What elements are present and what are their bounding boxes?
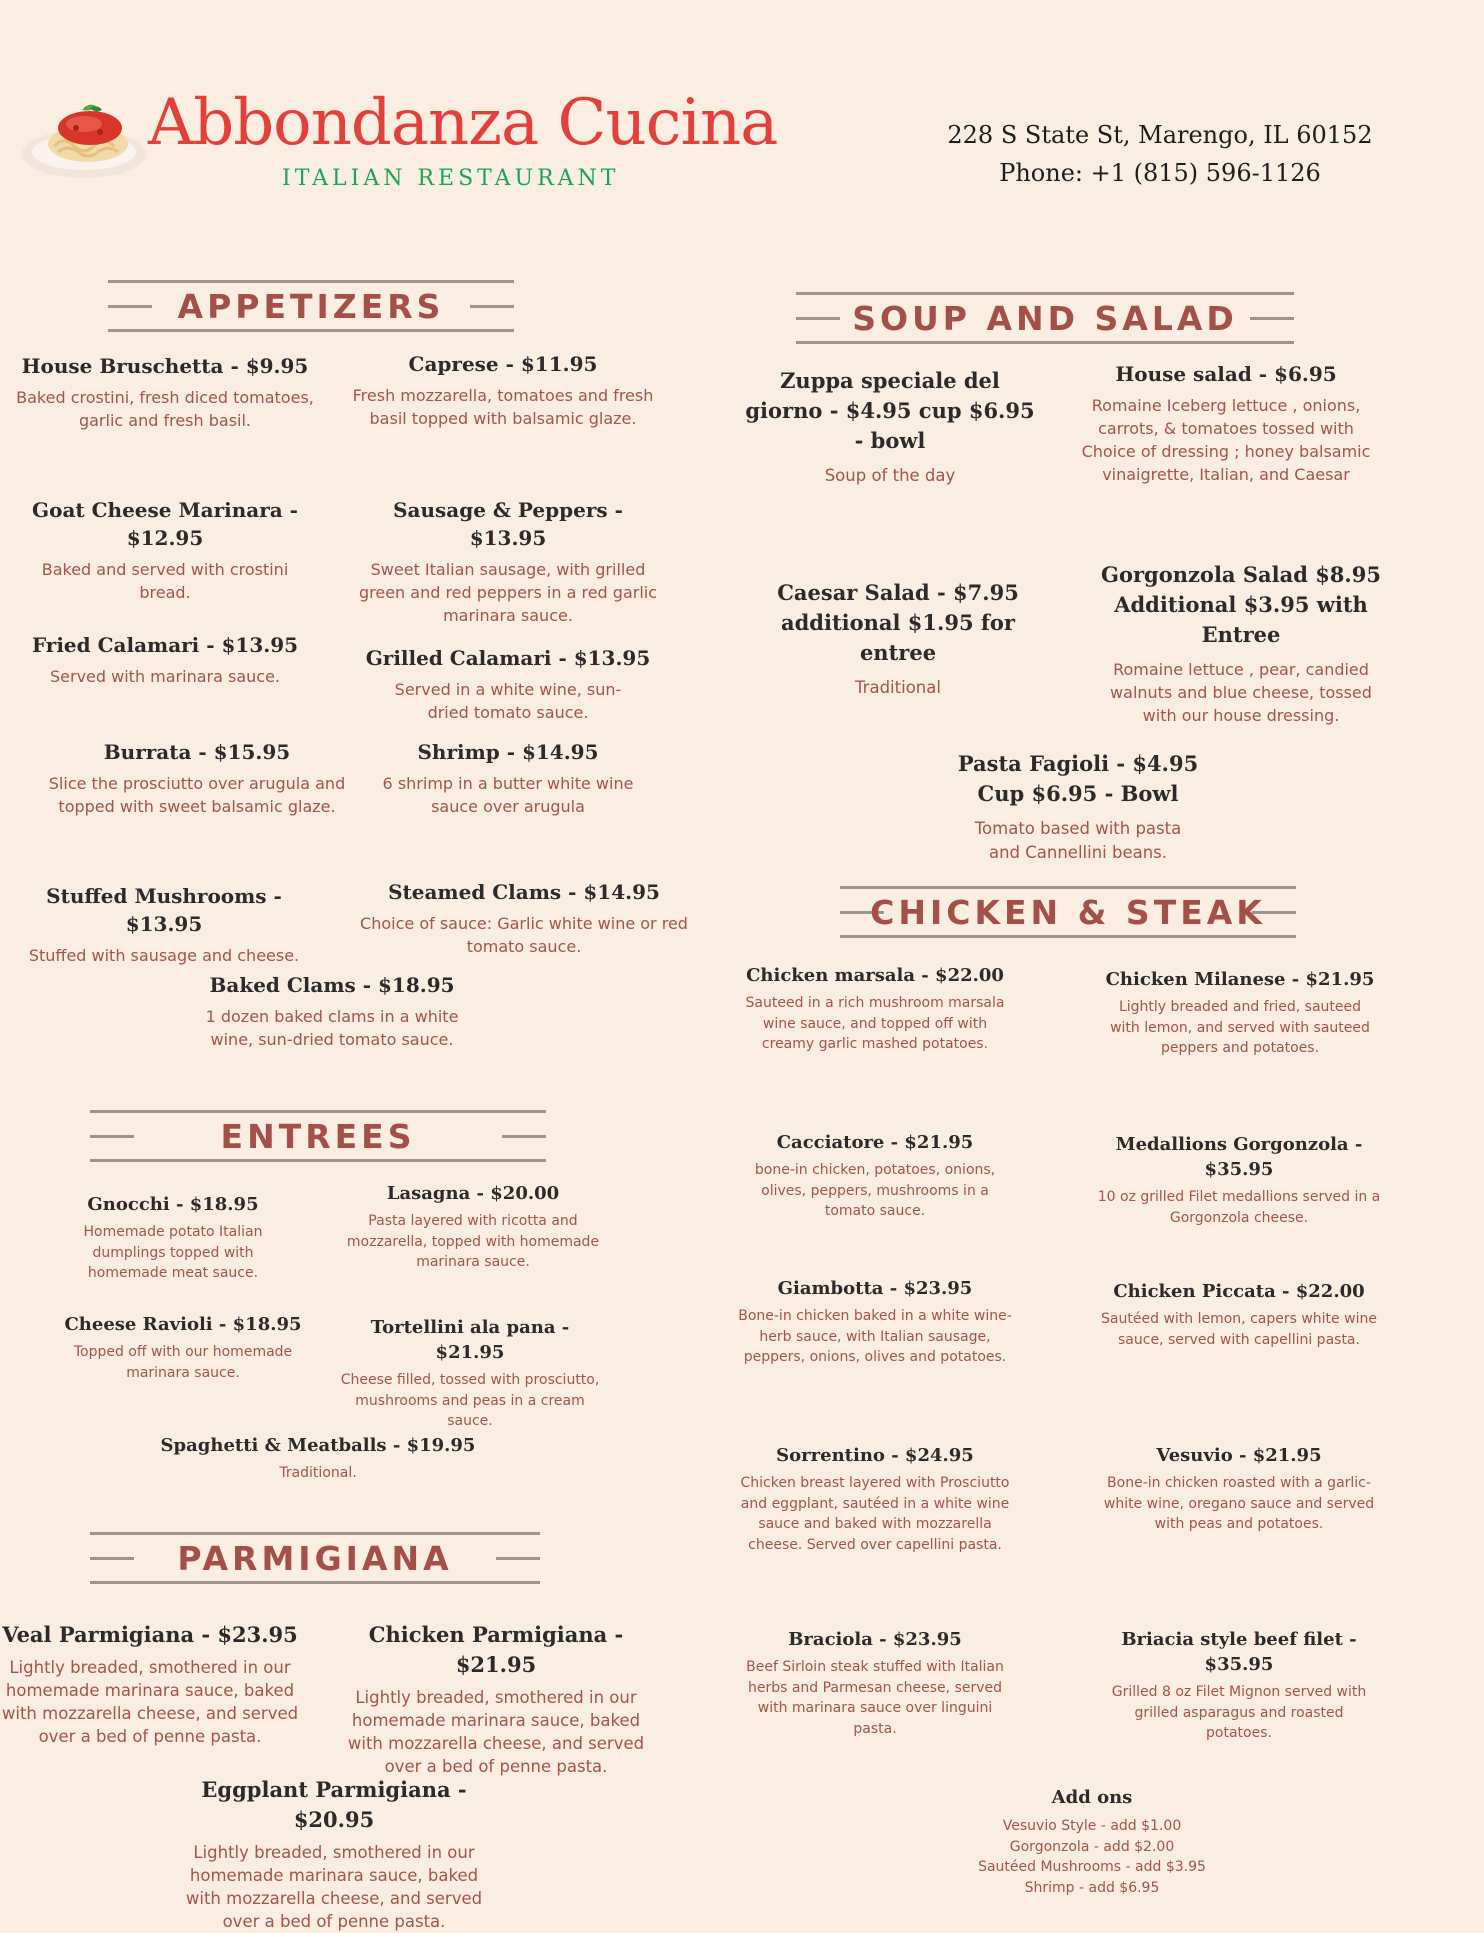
item-name: Chicken Piccata - $22.00 (1113, 1281, 1365, 1302)
menu-item (734, 1627, 1016, 1739)
menu-item (1094, 1279, 1384, 1350)
item-description: Baked crostini, fresh diced tomatoes, garlic and fresh basil. (16, 388, 314, 430)
addons-list (942, 1816, 1242, 1898)
item-name: Vesuvio - $21.95 (1156, 1445, 1322, 1466)
restaurant-name: Abbondanza Cucina (148, 86, 778, 160)
item-name: Gorgonzola Salad $8.95 Additional $3.95 with Entree (1101, 562, 1381, 647)
menu-item (0, 496, 330, 604)
menu-item (150, 1433, 486, 1484)
item-description: Traditional (855, 678, 941, 697)
item-description: Grilled 8 oz Filet Mignon served with grilled asparagus and roasted potatoes. (1111, 1684, 1367, 1741)
item-name: House salad - $6.95 (1115, 362, 1337, 386)
menu-item (736, 963, 1014, 1055)
item-description: Romaine Iceberg lettuce , onions, carrots, & tomatoes tossed with Choice of dressing ; honey balsamic vinaigrette, Italian, and Caesar (1081, 396, 1371, 484)
phone: Phone: +1 (815) 596-1126 (999, 159, 1321, 187)
chicken-steak-title: CHICKEN & STEAK (870, 893, 1266, 932)
item-name: Steamed Clams - $14.95 (388, 880, 660, 904)
item-description: Topped off with our homemade marinara sauce. (73, 1344, 293, 1381)
menu-item (734, 1276, 1016, 1368)
item-name: Gnocchi - $18.95 (87, 1194, 259, 1215)
item-name: Sausage & Peppers - $13.95 (393, 498, 623, 550)
parmigiana-heading (90, 1532, 540, 1584)
item-name: Eggplant Parmigiana - $20.95 (201, 1777, 467, 1832)
item-description: Tomato based with pasta and Cannellini beans. (974, 819, 1182, 862)
address: 228 S State St, Marengo, IL 60152 (947, 121, 1373, 149)
item-name: Chicken Milanese - $21.95 (1105, 969, 1375, 990)
menu-item (360, 878, 688, 958)
item-description: Lightly breaded and fried, sauteed with lemon, and served with sauteed peppers and potatoes. (1110, 999, 1370, 1056)
item-description: Romaine lettuce , pear, candied walnuts and blue cheese, tossed with our house dressing. (1110, 660, 1372, 725)
item-description: Fresh mozzarella, tomatoes and fresh basil topped with balsamic glaze. (352, 386, 654, 428)
item-description: Lightly breaded, smothered in our homemade marinara sauce, baked with mozzarella cheese, and served over a bed of penne pasta. (1, 1658, 299, 1746)
item-description: bone-in chicken, potatoes, onions, olives, peppers, mushrooms in a tomato sauce. (754, 1162, 996, 1219)
restaurant-tagline: ITALIAN RESTAURANT (282, 166, 620, 191)
entrees-heading (90, 1110, 546, 1162)
addon-item: Gorgonzola - add $2.00 (1009, 1838, 1175, 1855)
addon-item: Shrimp - add $6.95 (1024, 1879, 1160, 1896)
item-description: Lightly breaded, smothered in our homemade marinara sauce, baked with mozzarella cheese, and served over a bed of penne pasta. (347, 1688, 645, 1776)
item-name: Baked Clams - $18.95 (209, 973, 455, 997)
logo (14, 88, 154, 188)
spaghetti-plate-icon (14, 88, 154, 188)
item-name: Caprese - $11.95 (408, 352, 598, 376)
item-name: Chicken Parmigiana - $21.95 (368, 1622, 624, 1677)
item-description: Choice of sauce: Garlic white wine or red tomato sauce. (360, 914, 688, 956)
parmigiana-title: PARMIGIANA (177, 1539, 453, 1578)
menu-item (1086, 1627, 1392, 1744)
item-name: Fried Calamari - $13.95 (31, 633, 299, 657)
appetizers-title: APPETIZERS (177, 287, 445, 326)
item-name: Cacciatore - $21.95 (776, 1132, 974, 1153)
menu-item (352, 350, 654, 430)
menu-item (918, 749, 1238, 864)
soup-salad-heading (796, 292, 1294, 344)
menu-item (738, 578, 1058, 700)
item-description: Stuffed with sausage and cheese. (28, 946, 300, 965)
item-name: Lasagna - $20.00 (386, 1183, 560, 1204)
item-description: Sautéed with lemon, capers white wine sauce, served with capellini pasta. (1101, 1311, 1377, 1348)
menu-item (46, 1312, 320, 1383)
item-name: Cheese Ravioli - $18.95 (64, 1314, 302, 1335)
menu-item (1066, 360, 1386, 486)
item-description: Served with marinara sauce. (50, 667, 280, 686)
item-name: Zuppa speciale del giorno - $4.95 cup $6.95 - bowl (745, 368, 1035, 453)
item-description: Lightly breaded, smothered in our homemade marinara sauce, baked with mozzarella cheese, and served over a bed of penne pasta. (185, 1843, 483, 1931)
menu-item (8, 882, 320, 967)
item-description: 10 oz grilled Filet medallions served in a Gorgonzola cheese. (1097, 1189, 1381, 1226)
addons (942, 1785, 1242, 1898)
item-name: Caesar Salad - $7.95 additional $1.95 for entree (777, 580, 1019, 665)
menu-item (736, 1443, 1014, 1555)
item-description: Soup of the day (824, 466, 956, 485)
menu-item (1094, 967, 1386, 1059)
contact-block (880, 116, 1440, 192)
appetizers-heading (108, 280, 514, 332)
item-description: Beef Sirloin steak stuffed with Italian herbs and Parmesan cheese, served with marinara sauce over linguini pasta. (746, 1659, 1004, 1737)
entrees-title: ENTREES (220, 1117, 416, 1156)
menu-item (30, 738, 364, 818)
menu-item (54, 1192, 292, 1284)
item-name: Briacia style beef filet - $35.95 (1121, 1629, 1357, 1675)
item-name: Chicken marsala - $22.00 (746, 965, 1004, 986)
item-description: Bone-in chicken roasted with a garlic-white wine, oregano sauce and served with peas and potatoes. (1103, 1475, 1375, 1532)
item-description: Sweet Italian sausage, with grilled green and red peppers in a red garlic marinara sauce. (358, 560, 658, 625)
item-description: Bone-in chicken baked in a white wine-herb sauce, with Italian sausage, peppers, onions, olives and potatoes. (738, 1308, 1012, 1365)
item-description: Sauteed in a rich mushroom marsala wine sauce, and topped off with creamy garlic mashed potatoes. (745, 995, 1005, 1052)
menu-item (10, 352, 320, 432)
item-name: Stuffed Mushrooms - $13.95 (46, 884, 282, 936)
menu-item (1076, 560, 1406, 727)
menu-item (334, 1181, 612, 1273)
item-description: Chicken breast layered with Prosciutto and eggplant, sautéed in a white wine sauce and baked with mozzarella cheese. Served over capellini pasta. (740, 1475, 1010, 1553)
menu-item (1096, 1443, 1382, 1535)
item-description: Served in a white wine, sun-dried tomato sauce. (394, 680, 622, 722)
item-description: 1 dozen baked clams in a white wine, sun-dried tomato sauce. (205, 1007, 459, 1049)
addons-title: Add ons (1051, 1787, 1133, 1808)
menu-item (0, 1620, 300, 1748)
chicken-steak-heading (840, 886, 1296, 938)
item-name: Medallions Gorgonzola - $35.95 (1115, 1134, 1363, 1180)
item-description: Pasta layered with ricotta and mozzarella, topped with homemade marinara sauce. (346, 1213, 600, 1270)
item-name: Spaghetti & Meatballs - $19.95 (160, 1435, 476, 1456)
menu-item (10, 631, 320, 688)
item-name: Burrata - $15.95 (103, 740, 291, 764)
addon-item: Sautéed Mushrooms - add $3.95 (978, 1859, 1206, 1875)
menu-item (182, 971, 482, 1051)
item-name: Tortellini ala pana - $21.95 (370, 1317, 570, 1363)
item-name: Giambotta - $23.95 (777, 1278, 973, 1299)
soup-salad-title: SOUP AND SALAD (852, 299, 1238, 338)
menu-item (730, 366, 1050, 488)
item-name: Braciola - $23.95 (788, 1629, 962, 1650)
item-description: Cheese filled, tossed with prosciutto, mushrooms and peas in a cream sauce. (340, 1372, 600, 1429)
item-description: Baked and served with crostini bread. (41, 560, 289, 602)
item-description: Homemade potato Italian dumplings topped with homemade meat sauce. (83, 1224, 263, 1281)
addon-item: Vesuvio Style - add $1.00 (1002, 1818, 1182, 1834)
item-name: Goat Cheese Marinara - $12.95 (32, 498, 298, 550)
item-name: Pasta Fagioli - $4.95 Cup $6.95 - Bowl (957, 751, 1199, 806)
menu-item (344, 1620, 648, 1778)
item-name: House Bruschetta - $9.95 (21, 354, 309, 378)
menu-item (740, 1130, 1010, 1222)
item-description: 6 shrimp in a butter white wine sauce over arugula (382, 774, 634, 816)
item-name: Shrimp - $14.95 (417, 740, 599, 764)
menu-item (352, 644, 664, 724)
menu-item (174, 1775, 494, 1933)
item-name: Veal Parmigiana - $23.95 (2, 1622, 298, 1647)
menu-item (1086, 1132, 1392, 1228)
item-description: Slice the prosciutto over arugula and topped with sweet balsamic glaze. (48, 774, 346, 816)
menu-item (334, 1315, 606, 1432)
menu-item (352, 738, 664, 818)
item-name: Sorrentino - $24.95 (776, 1445, 974, 1466)
menu-item (352, 496, 664, 627)
item-name: Grilled Calamari - $13.95 (365, 646, 651, 670)
item-description: Traditional. (279, 1465, 357, 1481)
